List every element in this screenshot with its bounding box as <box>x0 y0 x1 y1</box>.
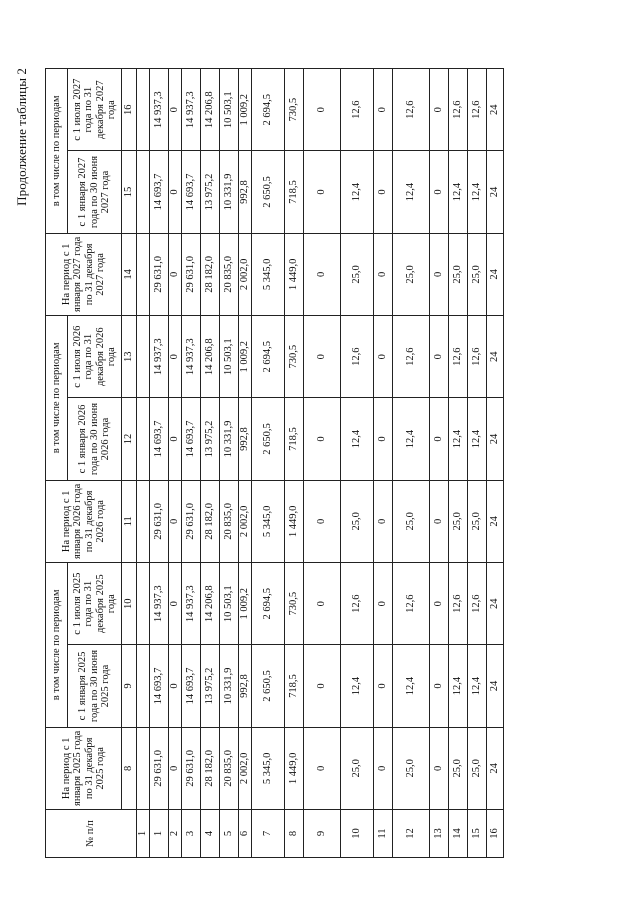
table-cell: 12,6 <box>392 563 429 645</box>
table-cell: 0 <box>429 151 448 233</box>
table-cell: 12,6 <box>392 69 429 151</box>
row-number: 5 <box>219 810 238 858</box>
table-row <box>340 69 373 858</box>
column-number-row <box>122 69 137 858</box>
table-cell: 2 650,5 <box>251 645 284 727</box>
column-number: 10 <box>122 563 137 645</box>
header-2027-h2: с 1 июля 2027 года по 31 декабря 2027 года <box>68 69 122 151</box>
table-cell: 25,0 <box>467 233 486 315</box>
header-period-2026: На период с 1 января 2026 года по 31 декабря 2026 года <box>46 480 122 562</box>
table-cell: 14 693,7 <box>181 645 200 727</box>
table-cell: 24 <box>486 645 503 727</box>
table-row <box>392 69 429 858</box>
table-cell: 2 650,5 <box>251 398 284 480</box>
table-cell: 24 <box>486 69 503 151</box>
table-row <box>448 69 467 858</box>
table-row <box>238 69 251 858</box>
table-row <box>200 69 219 858</box>
column-index-row <box>136 69 149 858</box>
table-row <box>303 69 340 858</box>
table-cell: 12,4 <box>467 151 486 233</box>
table-cell: 12,6 <box>467 316 486 398</box>
table-cell: 20 835,0 <box>219 233 238 315</box>
row-number: 4 <box>200 810 219 858</box>
column-number: 9 <box>122 645 137 727</box>
table-cell: 0 <box>303 727 340 809</box>
table-cell: 10 331,9 <box>219 398 238 480</box>
table-cell: 25,0 <box>448 480 467 562</box>
table-cell: 25,0 <box>448 233 467 315</box>
table-cell: 10 331,9 <box>219 151 238 233</box>
table-cell: 2 650,5 <box>251 151 284 233</box>
table-cell: 2 002,0 <box>238 727 251 809</box>
row-number: 7 <box>251 810 284 858</box>
table-row <box>486 69 503 858</box>
table-cell: 24 <box>486 316 503 398</box>
table-cell-empty <box>136 563 149 645</box>
table-cell: 14 693,7 <box>149 645 168 727</box>
header-subgroup-2026: в том числе по периодам <box>46 316 68 481</box>
table-cell: 10 503,1 <box>219 69 238 151</box>
table-cell: 12,6 <box>340 316 373 398</box>
table-cell: 20 835,0 <box>219 727 238 809</box>
row-number: 2 <box>168 810 181 858</box>
table-cell: 1 009,2 <box>238 563 251 645</box>
table-cell: 12,4 <box>340 645 373 727</box>
table-cell: 992,8 <box>238 151 251 233</box>
table-cell-empty <box>136 645 149 727</box>
table-cell: 2 694,5 <box>251 69 284 151</box>
table-cell: 718,5 <box>284 151 303 233</box>
table-cell: 0 <box>168 645 181 727</box>
table-cell: 14 693,7 <box>149 398 168 480</box>
table-cell: 29 631,0 <box>181 233 200 315</box>
table-cell-empty <box>136 727 149 809</box>
header-period-2027: На период с 1 января 2027 года по 31 декабря 2027 года <box>46 233 122 315</box>
table-cell: 12,4 <box>448 398 467 480</box>
data-table <box>45 68 504 858</box>
table-cell: 0 <box>429 398 448 480</box>
column-number: 11 <box>122 480 137 562</box>
table-cell: 0 <box>373 316 392 398</box>
table-cell-empty <box>136 69 149 151</box>
header-2026-h2: с 1 июля 2026 года по 31 декабря 2026 года <box>68 316 122 398</box>
table-cell: 12,6 <box>340 69 373 151</box>
header-num: № п/п <box>46 810 137 858</box>
table-cell: 25,0 <box>392 480 429 562</box>
table-cell: 730,5 <box>284 316 303 398</box>
table-cell: 0 <box>168 69 181 151</box>
table-cell: 1 449,0 <box>284 480 303 562</box>
table-cell: 5 345,0 <box>251 480 284 562</box>
table-cell: 28 182,0 <box>200 727 219 809</box>
table-cell: 25,0 <box>392 727 429 809</box>
header-2027-h1: с 1 января 2027 года по 30 июня 2027 года <box>68 151 122 233</box>
table-cell: 12,4 <box>340 151 373 233</box>
row-number: 6 <box>238 810 251 858</box>
column-number: 15 <box>122 151 137 233</box>
table-cell: 730,5 <box>284 563 303 645</box>
table-cell: 0 <box>303 645 340 727</box>
table-cell: 0 <box>429 316 448 398</box>
table-cell: 0 <box>429 563 448 645</box>
header-2025-h2: с 1 июля 2025 года по 31 декабря 2025 года <box>68 563 122 645</box>
table-cell: 0 <box>303 151 340 233</box>
column-number: 13 <box>122 316 137 398</box>
table-cell: 0 <box>303 398 340 480</box>
table-cell: 14 937,3 <box>149 69 168 151</box>
table-cell: 5 345,0 <box>251 727 284 809</box>
row-number: 8 <box>284 810 303 858</box>
table-cell: 0 <box>373 233 392 315</box>
table-cell: 24 <box>486 233 503 315</box>
row-number: 11 <box>373 810 392 858</box>
table-cell: 992,8 <box>238 398 251 480</box>
table-cell: 0 <box>303 316 340 398</box>
column-number: 12 <box>122 398 137 480</box>
table-cell: 25,0 <box>467 480 486 562</box>
table-cell: 0 <box>303 233 340 315</box>
table-cell: 0 <box>168 563 181 645</box>
table-cell: 718,5 <box>284 398 303 480</box>
table-cell-empty <box>136 316 149 398</box>
table-cell: 12,4 <box>467 398 486 480</box>
row-number: 16 <box>486 810 503 858</box>
table-cell: 1 009,2 <box>238 69 251 151</box>
table-cell: 14 937,3 <box>181 316 200 398</box>
table-cell: 10 503,1 <box>219 316 238 398</box>
table-cell: 992,8 <box>238 645 251 727</box>
table-cell-empty <box>136 398 149 480</box>
table-cell: 2 002,0 <box>238 480 251 562</box>
table-cell: 1 449,0 <box>284 727 303 809</box>
table-cell: 24 <box>486 480 503 562</box>
table-row <box>181 69 200 858</box>
table-cell: 0 <box>303 563 340 645</box>
table-cell: 12,6 <box>467 563 486 645</box>
table-cell: 0 <box>373 69 392 151</box>
table-cell: 0 <box>168 727 181 809</box>
table-cell: 2 694,5 <box>251 563 284 645</box>
table-cell: 20 835,0 <box>219 480 238 562</box>
table-cell: 12,6 <box>340 563 373 645</box>
table-cell: 0 <box>373 563 392 645</box>
table-cell: 2 002,0 <box>238 233 251 315</box>
table-row <box>219 69 238 858</box>
row-number: 3 <box>181 810 200 858</box>
table-cell: 28 182,0 <box>200 233 219 315</box>
table-cell: 24 <box>486 151 503 233</box>
table-row <box>168 69 181 858</box>
table-row <box>429 69 448 858</box>
table-cell: 13 975,2 <box>200 151 219 233</box>
row-number: 9 <box>303 810 340 858</box>
table-cell-empty <box>136 233 149 315</box>
table-cell: 0 <box>429 645 448 727</box>
table-cell: 25,0 <box>340 727 373 809</box>
row-number: 13 <box>429 810 448 858</box>
table-cell: 29 631,0 <box>149 727 168 809</box>
column-number: 16 <box>122 69 137 151</box>
table-cell: 0 <box>168 151 181 233</box>
table-cell: 14 937,3 <box>181 69 200 151</box>
row-number: 10 <box>340 810 373 858</box>
table-cell: 25,0 <box>467 727 486 809</box>
table-cell: 13 975,2 <box>200 398 219 480</box>
table-cell: 0 <box>429 69 448 151</box>
table-cell: 12,4 <box>392 151 429 233</box>
row-number: 14 <box>448 810 467 858</box>
table-cell: 29 631,0 <box>149 233 168 315</box>
table-cell: 12,4 <box>392 645 429 727</box>
table-cell: 14 937,3 <box>181 563 200 645</box>
table-cell-empty <box>136 151 149 233</box>
table-cell: 24 <box>486 563 503 645</box>
table-cell: 25,0 <box>340 233 373 315</box>
table-cell: 14 206,8 <box>200 69 219 151</box>
table-cell: 12,4 <box>392 398 429 480</box>
table-cell: 24 <box>486 398 503 480</box>
table-cell: 0 <box>373 151 392 233</box>
table-cell: 25,0 <box>448 727 467 809</box>
table-cell: 0 <box>429 233 448 315</box>
header-2025-h1: с 1 января 2025 года по 30 июня 2025 года <box>68 645 122 727</box>
table-cell: 5 345,0 <box>251 233 284 315</box>
table-cell: 28 182,0 <box>200 480 219 562</box>
table-cell: 718,5 <box>284 645 303 727</box>
table-cell: 0 <box>168 233 181 315</box>
table-cell: 25,0 <box>340 480 373 562</box>
table-cell: 12,6 <box>392 316 429 398</box>
table-row <box>467 69 486 858</box>
header-subgroup-2027: в том числе по периодам <box>46 69 68 234</box>
table-cell: 12,4 <box>340 398 373 480</box>
table-cell: 24 <box>486 727 503 809</box>
table-cell: 14 206,8 <box>200 563 219 645</box>
table-cell: 29 631,0 <box>181 727 200 809</box>
column-number: 8 <box>122 727 137 809</box>
table-cell: 14 693,7 <box>181 151 200 233</box>
table-cell: 0 <box>168 398 181 480</box>
table-cell: 2 694,5 <box>251 316 284 398</box>
table-cell: 0 <box>168 316 181 398</box>
row-number: 15 <box>467 810 486 858</box>
table-cell: 12,6 <box>448 316 467 398</box>
column-number: 14 <box>122 233 137 315</box>
table-cell: 14 937,3 <box>149 563 168 645</box>
table-cell: 14 937,3 <box>149 316 168 398</box>
table-cell: 12,6 <box>448 69 467 151</box>
table-cell: 29 631,0 <box>149 480 168 562</box>
table-cell: 10 503,1 <box>219 563 238 645</box>
column-number: 1 <box>136 810 149 858</box>
table-cell: 25,0 <box>392 233 429 315</box>
table-cell: 14 693,7 <box>181 398 200 480</box>
header-subgroup-2025: в том числе по периодам <box>46 563 68 728</box>
table-cell: 14 693,7 <box>149 151 168 233</box>
table-cell: 0 <box>373 645 392 727</box>
table-cell: 12,6 <box>467 69 486 151</box>
table-row <box>251 69 284 858</box>
table-cell: 0 <box>303 480 340 562</box>
header-period-2025: На период с 1 января 2025 года по 31 декабря 2025 года <box>46 727 122 809</box>
table-cell: 0 <box>373 398 392 480</box>
table-caption: Продолжение таблицы 2 <box>14 68 29 206</box>
table-cell: 12,4 <box>448 151 467 233</box>
row-number: 1 <box>149 810 168 858</box>
table-cell: 14 206,8 <box>200 316 219 398</box>
table-cell: 0 <box>373 727 392 809</box>
table-row <box>284 69 303 858</box>
table-row <box>373 69 392 858</box>
table-cell-empty <box>136 480 149 562</box>
table-cell: 12,4 <box>448 645 467 727</box>
table-cell: 0 <box>373 480 392 562</box>
table-body <box>136 69 503 858</box>
table-cell: 730,5 <box>284 69 303 151</box>
table-cell: 0 <box>429 480 448 562</box>
table-cell: 0 <box>168 480 181 562</box>
table-cell: 13 975,2 <box>200 645 219 727</box>
table-cell: 12,6 <box>448 563 467 645</box>
table-header <box>46 69 137 858</box>
table-cell: 10 331,9 <box>219 645 238 727</box>
row-number: 12 <box>392 810 429 858</box>
table-cell: 0 <box>303 69 340 151</box>
table-cell: 29 631,0 <box>181 480 200 562</box>
table-cell: 1 449,0 <box>284 233 303 315</box>
header-2026-h1: с 1 января 2026 года по 30 июня 2026 года <box>68 398 122 480</box>
table-cell: 1 009,2 <box>238 316 251 398</box>
table-cell: 12,4 <box>467 645 486 727</box>
table-row <box>149 69 168 858</box>
table-cell: 0 <box>429 727 448 809</box>
